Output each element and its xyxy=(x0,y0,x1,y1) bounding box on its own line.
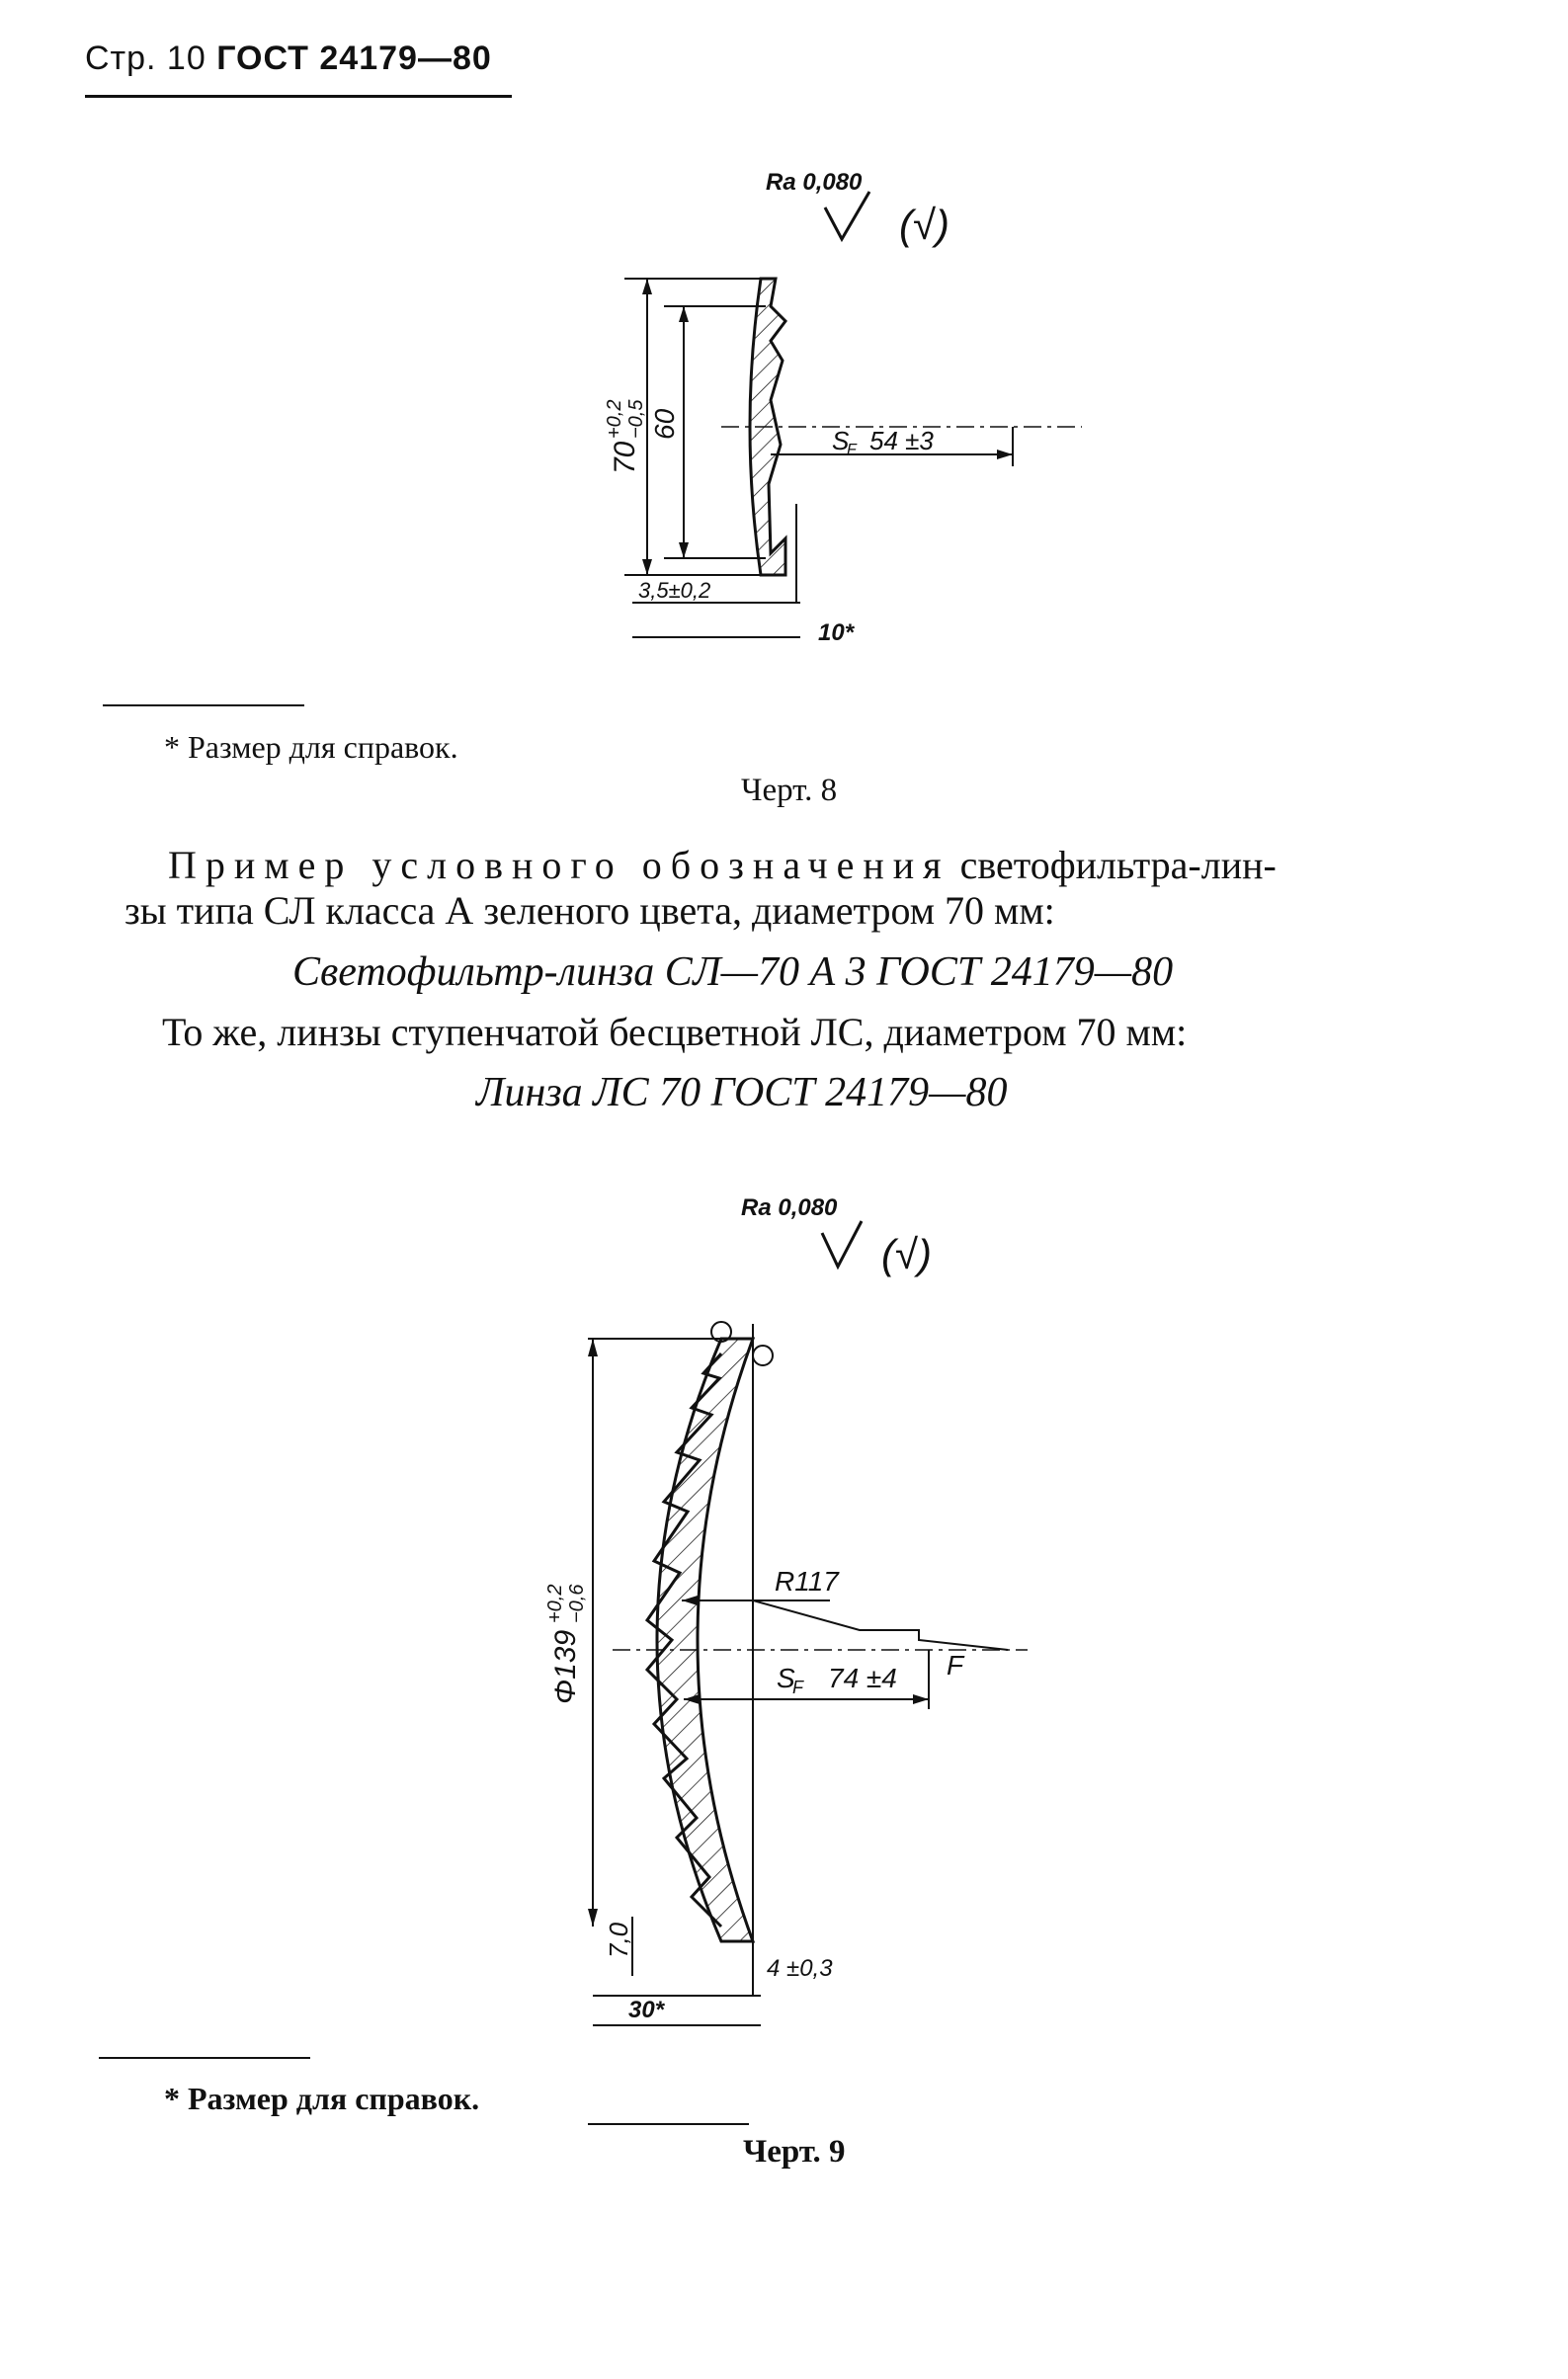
footnote-rule-2 xyxy=(99,2057,310,2059)
svg-text:F: F xyxy=(792,1678,803,1697)
dim-reference: 10* xyxy=(818,619,855,646)
figure-9-drawing xyxy=(534,1186,1047,2035)
roughness-symbol: (√) xyxy=(899,202,950,248)
footnote-rule-1 xyxy=(103,704,304,706)
figure-caption-9: Черт. 9 xyxy=(743,2134,846,2170)
focus-label: F xyxy=(947,1650,964,1681)
designation-2: Линза ЛС 70 ГОСТ 24179—80 xyxy=(476,1070,1008,1115)
header-rule xyxy=(85,95,512,98)
dim-thickness: 4 ±0,3 xyxy=(767,1955,833,1982)
dim-outer-diameter xyxy=(604,399,647,474)
dim-reference: 30* xyxy=(628,1997,665,2023)
roughness-mark-9 xyxy=(741,1194,932,1277)
standard-number: ГОСТ 24179—80 xyxy=(216,40,492,77)
svg-text:54 ±3: 54 ±3 xyxy=(869,426,934,455)
roughness-value: Ra 0,080 xyxy=(766,169,863,196)
dim-outer-diameter xyxy=(544,1584,588,1704)
dim-focal-distance xyxy=(832,426,934,458)
dim-focal-distance xyxy=(777,1663,897,1697)
page-header xyxy=(85,40,492,78)
page-number: Стр. 10 xyxy=(85,40,206,77)
svg-text:S: S xyxy=(832,426,850,455)
figure-8-drawing xyxy=(573,148,1087,682)
footnote-1: * Размер для справок. xyxy=(164,729,458,765)
dim-thickness: 3,5±0,2 xyxy=(638,578,711,603)
svg-text:+0,2: +0,2 xyxy=(544,1584,566,1623)
roughness-symbol: (√) xyxy=(881,1231,933,1277)
designation-1: Светофильтр-линза СЛ—70 А 3 ГОСТ 24179—80 xyxy=(292,949,1174,995)
dim-inner-diameter: 60 xyxy=(649,408,680,440)
dim-step: 7,0 xyxy=(604,1922,633,1958)
svg-text:−0,5: −0,5 xyxy=(625,399,647,439)
svg-text:74 ±4: 74 ±4 xyxy=(828,1663,897,1693)
example-line-1-rest: светофильтра-лин- xyxy=(949,843,1277,887)
figure-caption-8: Черт. 8 xyxy=(741,773,838,808)
example-line-3: То же, линзы ступенчатой бесцветной ЛС, диаметром 70 мм: xyxy=(162,1010,1188,1054)
svg-text:S: S xyxy=(777,1663,795,1693)
example-lead: Пример условного обозначения xyxy=(168,843,950,887)
footnote-2: * Размер для справок. xyxy=(164,2081,480,2116)
example-line-1 xyxy=(168,842,1277,889)
svg-text:−0,6: −0,6 xyxy=(566,1584,588,1623)
svg-text:70: 70 xyxy=(609,441,641,474)
svg-text:F: F xyxy=(847,442,857,458)
example-line-2: зы типа СЛ класса А зеленого цвета, диаметром 70 мм: xyxy=(124,888,1055,933)
dim-radius: R117 xyxy=(775,1566,839,1597)
svg-text:Φ139: Φ139 xyxy=(549,1629,582,1704)
svg-text:+0,2: +0,2 xyxy=(604,399,625,439)
roughness-mark-8 xyxy=(766,169,949,248)
roughness-value: Ra 0,080 xyxy=(741,1194,838,1221)
